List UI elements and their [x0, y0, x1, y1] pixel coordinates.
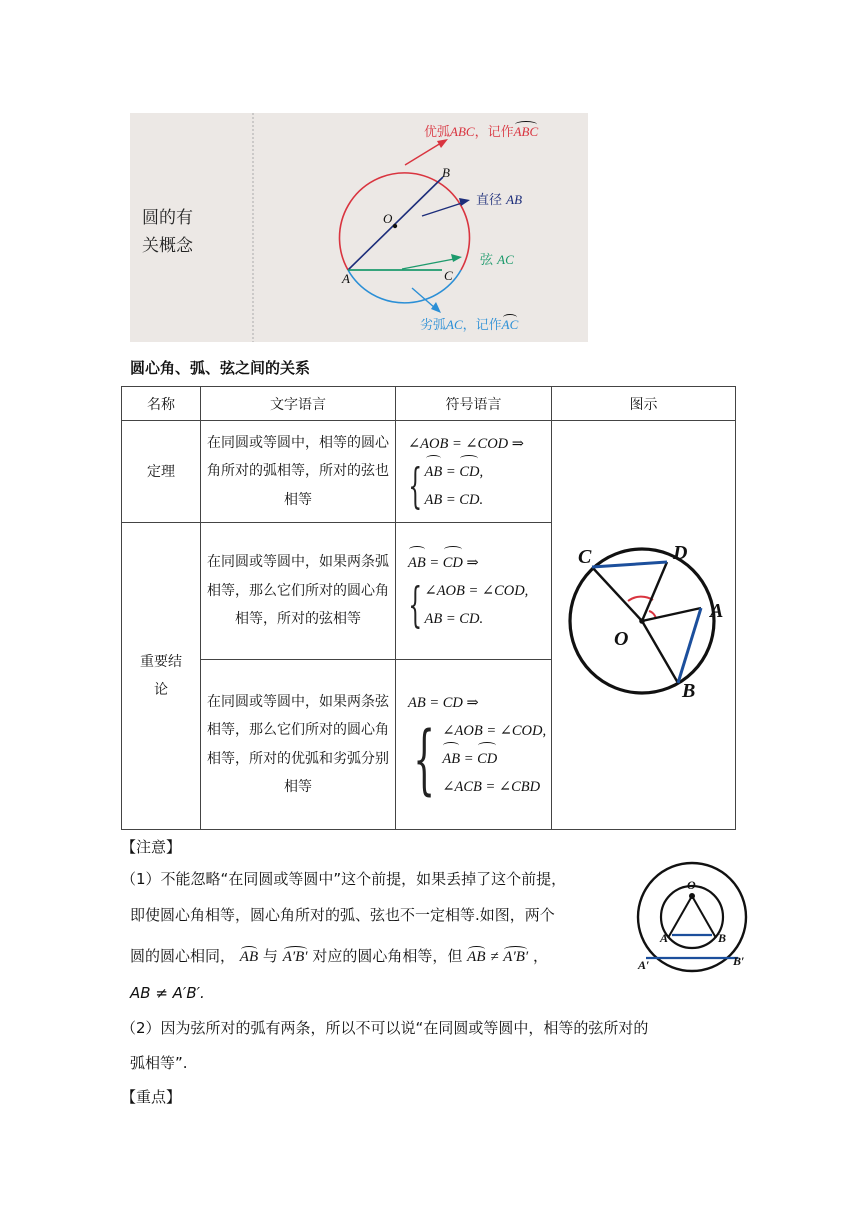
note2-line2: 弧相等”.	[130, 1054, 188, 1072]
section-title: 圆心角、弧、弦之间的关系	[130, 359, 311, 377]
major-arc-label: 优弧ABC，记作ABC	[424, 124, 539, 140]
concept-label-line1: 圆的有	[142, 208, 193, 228]
point-o-label: O	[383, 211, 393, 226]
row3-symbol: AB = CD ⇒ { ∠AOB = ∠COD, AB = CD ∠ACB = ∠CBD	[396, 660, 552, 830]
row3-sym-line1: AB = CD ⇒	[408, 694, 479, 711]
header-name: 名称	[122, 387, 201, 421]
row1-symbol: ∠AOB = ∠COD ⇒ { AB = CD, AB = CD.	[396, 421, 552, 523]
diameter-label: 直径 AB	[476, 192, 523, 208]
chord-label: 弦 AC	[480, 252, 514, 268]
row2-text: 在同圆或等圆中，如果两条弧相等，那么它们所对的圆心角相等，所对的弦相等	[201, 523, 396, 660]
row1-sym-line1: ∠AOB = ∠COD ⇒	[408, 435, 524, 452]
row1-sym-line2: AB = CD,	[425, 458, 484, 486]
concept-label-line2: 关概念	[142, 236, 193, 256]
row3-sym-line2: ∠AOB = ∠COD,	[442, 722, 547, 739]
row3-sym-line3: AB = CD	[442, 745, 546, 773]
concentric-circles-figure	[632, 858, 752, 978]
table-row	[122, 421, 736, 523]
row3-text: 在同圆或等圆中，如果两条弦相等，那么它们所对的圆心角相等，所对的优弧和劣弧分别相等	[201, 660, 396, 830]
point-a-label: A	[342, 271, 350, 286]
major-arc	[340, 173, 470, 270]
cc-point-a2: A′	[638, 958, 650, 972]
cc-point-b: B	[718, 931, 727, 945]
row2-sym-line3: AB = CD.	[424, 611, 484, 627]
notes-heading-2: 【重点】	[121, 1088, 182, 1106]
row2-name: 重要结论	[122, 523, 201, 830]
row2-sym-line1: AB = CD ⇒	[408, 549, 551, 577]
minor-arc-label: 劣弧AC，记作AC	[420, 317, 519, 333]
note2-line1: （2）因为弦所对的弧有两条，所以不可以说“在同圆或等圆中，相等的弦所对的	[121, 1019, 649, 1037]
row1-text: 在同圆或等圆中，相等的圆心角所对的弧相等，所对的弦也相等	[201, 421, 396, 523]
fig-point-b: B	[682, 680, 696, 702]
diameter-line	[348, 177, 443, 270]
fig-point-c: C	[578, 546, 592, 568]
row1-name: 定理	[122, 421, 201, 523]
fig-point-d: D	[673, 542, 688, 564]
circle-concepts-diagram	[130, 113, 588, 342]
row2-symbol: AB = CD ⇒ { ∠AOB = ∠COD, AB = CD.	[396, 523, 552, 660]
header-figure: 图示	[552, 387, 736, 421]
row1-sym-line3: AB = CD.	[424, 491, 484, 508]
circle-concepts-figure	[130, 113, 588, 342]
note1-line4: AB ≠ A′B′.	[130, 984, 205, 1002]
table-figure-cell	[552, 421, 736, 830]
note1-line2: 即使圆心角相等，圆心角所对的弧、弦也不一定相等.如图，两个	[130, 906, 555, 924]
header-symbol: 符号语言	[396, 387, 552, 421]
note1-line3: 圆的圆心相同， AB 与 A′B′ 对应的圆心角相等，但 AB ≠ A′B′ ，	[130, 947, 548, 965]
note1-line1: （1）不能忽略“在同圆或等圆中”这个前提，如果丢掉了这个前提，	[121, 870, 567, 888]
cc-point-o: O	[687, 878, 696, 892]
cc-point-a: A	[660, 931, 669, 945]
point-c-label: C	[444, 268, 453, 283]
fig-point-o: O	[614, 628, 629, 650]
cc-point-b2: B′	[733, 954, 745, 968]
row2-sym-line2: ∠AOB = ∠COD,	[424, 583, 529, 599]
notes-heading: 【注意】	[121, 838, 182, 856]
fig-point-a: A	[710, 600, 724, 622]
header-text: 文字语言	[201, 387, 396, 421]
row3-sym-line4: ∠ACB = ∠CBD	[442, 778, 541, 795]
relation-table	[121, 386, 736, 830]
point-b-label: B	[442, 165, 450, 180]
table-header-row	[122, 387, 736, 421]
